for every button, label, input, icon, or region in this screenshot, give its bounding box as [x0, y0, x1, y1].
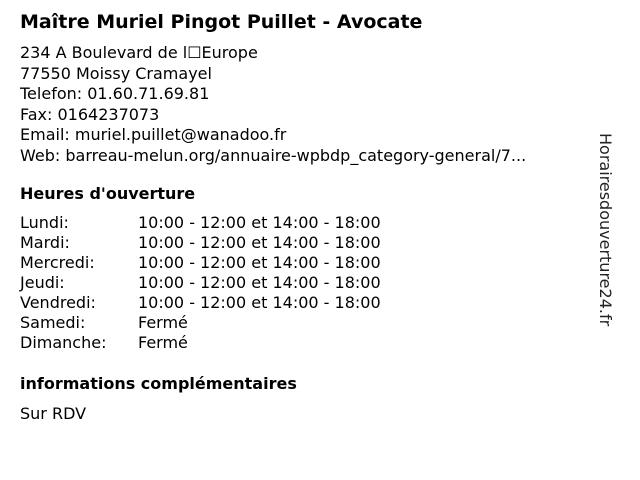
phone-number: Telefon: 01.60.71.69.81 [20, 84, 210, 103]
email-address: Email: muriel.puillet@wanadoo.fr [20, 125, 287, 144]
address-line-1: 234 A Boulevard de l☐Europe [20, 43, 258, 62]
opening-hours-table [20, 213, 381, 353]
hours-row-friday [20, 293, 381, 313]
address-line-2: 77550 Moissy Cramayel [20, 63, 212, 83]
day-label: Samedi: [20, 313, 86, 332]
site-watermark: Horairesdouverture24.fr [596, 133, 615, 327]
day-hours: 10:00 - 12:00 et 14:00 - 18:00 [138, 213, 381, 232]
day-label: Dimanche: [20, 333, 107, 352]
page-title: Maître Muriel Pingot Puillet - Avocate [20, 11, 423, 33]
day-label: Vendredi: [20, 293, 96, 312]
additional-info-heading: informations complémentaires [20, 374, 297, 393]
hours-row-thursday [20, 273, 381, 293]
day-label: Mardi: [20, 233, 70, 252]
day-hours: 10:00 - 12:00 et 14:00 - 18:00 [138, 273, 381, 292]
day-hours: 10:00 - 12:00 et 14:00 - 18:00 [138, 253, 381, 272]
hours-row-wednesday [20, 253, 381, 273]
day-label: Jeudi: [20, 273, 65, 292]
day-label: Lundi: [20, 213, 69, 232]
contact-block [20, 43, 526, 166]
hours-row-sunday [20, 333, 381, 353]
additional-info-text: Sur RDV [20, 404, 87, 423]
hours-row-tuesday [20, 233, 381, 253]
day-hours: 10:00 - 12:00 et 14:00 - 18:00 [138, 233, 381, 252]
website: Web: barreau-melun.org/annuaire-wpbdp_category-general/7... [20, 145, 527, 165]
fax-number: Fax: 0164237073 [20, 104, 160, 124]
hours-row-monday [20, 213, 381, 233]
day-hours: Fermé [138, 333, 188, 352]
hours-row-saturday [20, 313, 381, 333]
day-hours: Fermé [138, 313, 188, 332]
day-hours: 10:00 - 12:00 et 14:00 - 18:00 [138, 293, 381, 312]
opening-hours-heading: Heures d'ouverture [20, 184, 196, 203]
day-label: Mercredi: [20, 253, 95, 272]
